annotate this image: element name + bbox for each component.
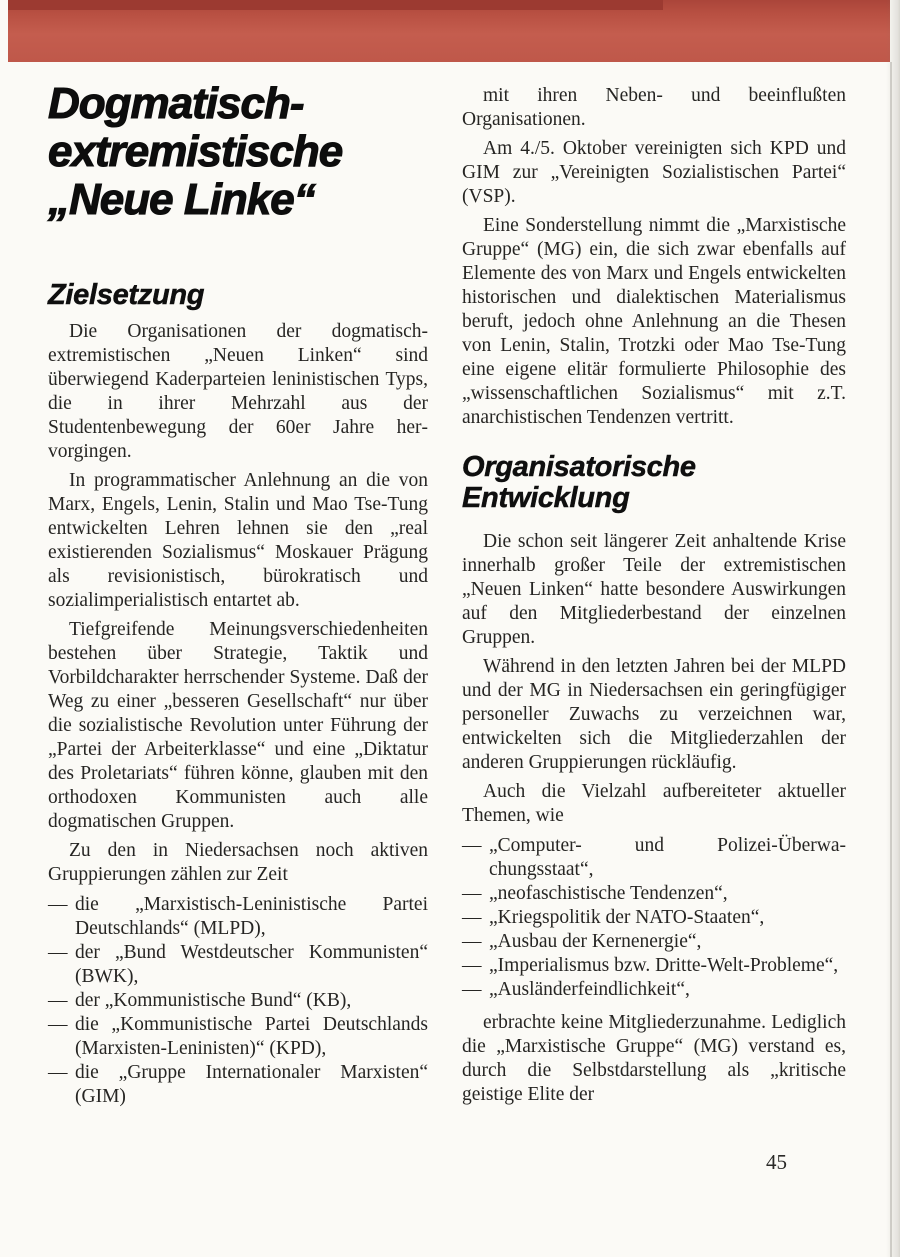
page-edge-shadow xyxy=(886,0,900,1257)
list-item xyxy=(462,954,846,978)
list-dash-marker: — xyxy=(48,1062,68,1083)
right-topics-list xyxy=(462,834,846,1002)
list-item-text: „Computer- und Polizei-Überwachungsstaat“, xyxy=(489,835,846,880)
list-dash-marker: — xyxy=(48,990,68,1011)
paragraph: In programmatischer Anlehnung an die von Marx, Engels, Lenin, Stalin und Mao Tse-Tung entwickelten Lehren lehnen sie den „real existierenden Sozialismus“ Moskauer Prägung als revisionistisch, bürokratisch und sozialimperialistisch entartet ab. xyxy=(48,470,428,611)
list-item-text: die „Gruppe Internationaler Marxisten“ (GIM) xyxy=(75,1062,428,1107)
list-dash-marker: — xyxy=(462,907,482,928)
left-body-text xyxy=(48,320,428,887)
list-item xyxy=(462,906,846,930)
list-item xyxy=(462,978,846,1002)
list-item-text: „Ausbau der Kernenergie“, xyxy=(489,931,702,952)
paragraph: Eine Sonderstellung nimmt die „Marxistische Gruppe“ (MG) ein, die sich zwar ebenfalls auf Elemente des von Marx und Engels entwickelten historischen und dialektischen Materialismus beruft, jedoch ohne Anlehnung an die Thesen von Lenin, Stalin, Trotzki oder Mao Tse-Tung eine eigene elitär formulierte Philosophie des „wissenschaftlichen Sozialismus“ mit z.T. anarchistischen Tendenzen vertritt. xyxy=(462,215,846,428)
list-item-text: „Imperialismus bzw. Dritte-Welt-Probleme“, xyxy=(489,955,839,976)
list-item xyxy=(48,1013,428,1061)
right-body-text-middle xyxy=(462,530,846,828)
list-dash-marker: — xyxy=(48,894,68,915)
list-dash-marker: — xyxy=(462,979,482,1000)
article-title xyxy=(48,80,428,224)
section-heading-zielsetzung: Zielsetzung xyxy=(48,279,205,311)
list-item-text: die „Marxistisch-Leninistische Partei Deutschlands“ (MLPD), xyxy=(75,894,428,939)
paragraph: Zu den in Niedersachsen noch aktiven Gruppierungen zählen zur Zeit xyxy=(48,840,428,885)
article-title-line: „Neue Linke“ xyxy=(48,175,315,224)
right-column xyxy=(462,84,846,1107)
list-item xyxy=(48,893,428,941)
list-item-text: „Kriegspolitik der NATO-Staaten“, xyxy=(489,907,765,928)
paragraph: Am 4./5. Oktober vereinigten sich KPD und GIM zur „Vereinigten Sozialistischen Partei“ (VSP). xyxy=(462,138,846,207)
top-banner-accent xyxy=(8,0,663,10)
top-banner xyxy=(8,0,890,62)
list-item xyxy=(48,989,428,1013)
left-column xyxy=(48,80,428,1109)
list-item-text: der „Kommunistische Bund“ (KB), xyxy=(75,990,352,1011)
list-item-text: die „Kommunistische Partei Deutschlands (Marxisten-Leninisten)“ (KPD), xyxy=(75,1014,428,1059)
paragraph: Tiefgreifende Meinungsverschiedenheiten bestehen über Strategie, Taktik und Vorbildcharakter herrschender Systeme. Daß der Weg zu einer „besseren Gesellschaft“ nur über die sozialistische Revolution unter Führung der „Partei der Arbeiterklasse“ und eine „Diktatur des Proletariats“ führen könne, glauben mit den orthodoxen Kommunisten auch alle dogmatischen Gruppen. xyxy=(48,619,428,832)
left-group-list xyxy=(48,893,428,1109)
list-item-text: „Ausländerfeindlichkeit“, xyxy=(489,979,690,1000)
list-dash-marker: — xyxy=(462,835,482,856)
section-heading-organisatorische-entwicklung xyxy=(462,452,846,514)
list-dash-marker: — xyxy=(462,931,482,952)
article-title-line: Dogmatisch- xyxy=(48,79,304,128)
paragraph: Die schon seit längerer Zeit anhaltende Krise innerhalb großer Teile der extremistischen „Neuen Linken“ hatte besondere Auswirkungen auf den Mitgliederbestand der einzelnen Gruppen. xyxy=(462,531,846,648)
paragraph: Die Organisationen der dogmatisch-extremistischen „Neuen Linken“ sind überwiegend Kaderparteien leninistischen Typs, die in ihrer Mehrzahl aus der Studentenbewegung der 60er Jahre hervorgingen. xyxy=(48,321,428,462)
list-dash-marker: — xyxy=(462,883,482,904)
list-dash-marker: — xyxy=(48,1014,68,1035)
page-number: 45 xyxy=(766,1150,787,1174)
section-heading-line: Entwicklung xyxy=(462,482,630,514)
section-heading-line: Organisatorische xyxy=(462,451,696,483)
list-item xyxy=(462,834,846,882)
list-item xyxy=(48,1061,428,1109)
page-edge-line xyxy=(890,62,892,1257)
paragraph: Auch die Vielzahl aufbereiteter aktueller Themen, wie xyxy=(462,781,846,826)
paragraph: Während in den letzten Jahren bei der MLPD und der MG in Niedersachsen ein geringfügiger personeller Zuwachs zu verzeichnen war, entwickelten sich die Mitgliederzahlen der anderen Gruppierungen rückläufig. xyxy=(462,656,846,773)
article-title-line: extremistische xyxy=(48,127,343,176)
list-item xyxy=(462,930,846,954)
paragraph: erbrachte keine Mitgliederzunahme. Lediglich die „Marxistische Gruppe“ (MG) verstand es, durch die Selbstdarstellung als „kritische geistige Elite der xyxy=(462,1012,846,1105)
right-body-text-top xyxy=(462,84,846,430)
list-item xyxy=(462,882,846,906)
paragraph: mit ihren Neben- und beeinflußten Organisationen. xyxy=(462,85,846,130)
list-item xyxy=(48,941,428,989)
list-item-text: der „Bund Westdeutscher Kommunisten“ (BWK), xyxy=(75,942,428,987)
list-dash-marker: — xyxy=(462,955,482,976)
list-item-text: „neofaschistische Tendenzen“, xyxy=(489,883,728,904)
list-dash-marker: — xyxy=(48,942,68,963)
right-body-text-bottom xyxy=(462,1011,846,1107)
